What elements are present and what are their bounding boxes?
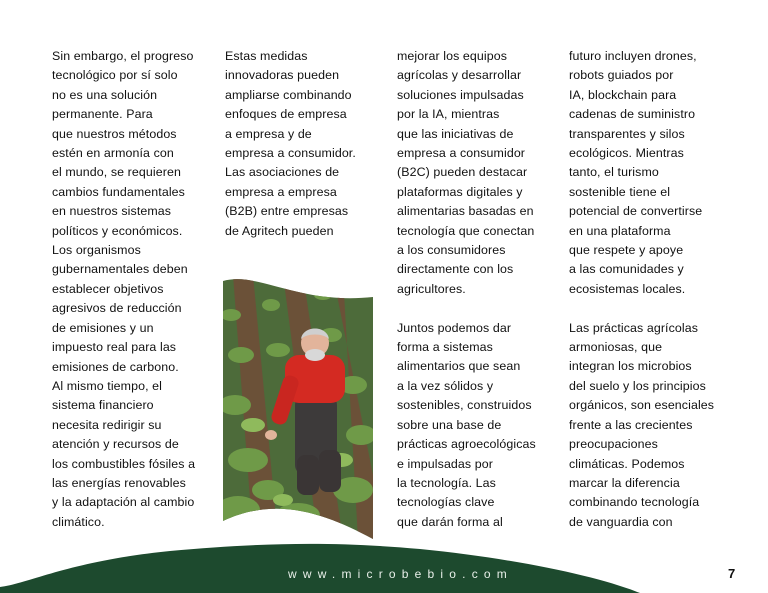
text-line: en una plataforma	[569, 223, 671, 238]
text-line: sostenibles, construidos	[397, 398, 532, 413]
text-line: sistema financiero	[52, 398, 154, 413]
text-line: el mundo, se requieren	[52, 165, 181, 180]
text-line: que respete y apoye	[569, 243, 684, 258]
text-line: la tecnología. Las	[397, 475, 496, 490]
text-line: orgánicos, son esenciales	[569, 398, 715, 413]
text-column-2	[225, 47, 356, 241]
text-line: climáticas. Podemos	[569, 456, 685, 471]
text-line: climático.	[52, 514, 105, 529]
text-line: integran los microbios	[569, 359, 692, 374]
text-line: transparentes y silos	[569, 126, 685, 141]
text-column-4	[569, 47, 714, 532]
text-line: sobre una base de	[397, 417, 502, 432]
text-line: preocupaciones	[569, 437, 658, 452]
text-line: políticos y económicos.	[52, 223, 183, 238]
text-line: alimentarios que sean	[397, 359, 521, 374]
text-line: mejorar los equipos	[397, 49, 508, 63]
text-line: tecnológico por sí solo	[52, 68, 178, 83]
text-line: agresivos de reducción	[52, 301, 182, 316]
text-line: alimentarias basadas en	[397, 204, 534, 219]
text-line: que las iniciativas de	[397, 126, 514, 141]
text-line: de emisiones y un	[52, 320, 154, 335]
text-line	[569, 299, 714, 318]
text-line: a empresa y de	[225, 126, 312, 141]
text-line: Al mismo tiempo, el	[52, 378, 163, 393]
text-line: de vanguardia con	[569, 514, 673, 529]
text-line: establecer objetivos	[52, 281, 164, 296]
page-number: 7	[728, 566, 736, 581]
text-line: (B2C) pueden destacar	[397, 165, 528, 180]
text-line: empresa a consumidor	[397, 146, 526, 161]
text-line: plataformas digitales y	[397, 184, 523, 199]
text-line: futuro incluyen drones,	[569, 49, 697, 63]
text-line: Las prácticas agrícolas	[569, 320, 699, 335]
text-line: emisiones de carbono.	[52, 359, 179, 374]
text-line: cambios fundamentales	[52, 184, 185, 199]
text-line: tecnologías clave	[397, 495, 495, 510]
text-line: Sin embargo, el progreso	[52, 49, 194, 63]
text-line: marcar la diferencia	[569, 475, 680, 490]
text-line: sostenible tiene el	[569, 184, 671, 199]
text-line: ampliarse combinando	[225, 87, 352, 102]
text-line: enfoques de empresa	[225, 107, 347, 122]
text-line: del suelo y los principios	[569, 378, 706, 393]
text-line: a las comunidades y	[569, 262, 684, 277]
text-line: no es una solución	[52, 87, 158, 102]
text-line: Juntos podemos dar	[397, 320, 512, 335]
text-line: a la vez sólidos y	[397, 378, 494, 393]
text-line: combinando tecnología	[569, 495, 700, 510]
farmer-photo	[223, 275, 373, 539]
text-line: empresa a empresa	[225, 184, 337, 199]
text-line: IA, blockchain para	[569, 87, 677, 102]
text-line: atención y recursos de	[52, 437, 179, 452]
text-line: tanto, el turismo	[569, 165, 659, 180]
text-line: y la adaptación al cambio	[52, 495, 195, 510]
text-line: gubernamentales deben	[52, 262, 188, 277]
text-line: potencial de convertirse	[569, 204, 703, 219]
text-line: Las asociaciones de	[225, 165, 340, 180]
text-line: robots guiados por	[569, 68, 674, 83]
text-line: de Agritech pueden	[225, 223, 334, 238]
text-line: agrícolas y desarrollar	[397, 68, 522, 83]
text-line: armoniosas, que	[569, 340, 663, 355]
footer-url: www.microbebio.com	[288, 567, 513, 581]
text-line: empresa a consumidor.	[225, 146, 356, 161]
text-line: en nuestros sistemas	[52, 204, 172, 219]
text-line: por la IA, mientras	[397, 107, 500, 122]
text-line: agricultores.	[397, 281, 466, 296]
text-line	[397, 299, 536, 318]
text-column-1	[52, 47, 195, 532]
text-line: cadenas de suministro	[569, 107, 696, 122]
text-line: prácticas agroecológicas	[397, 437, 536, 452]
text-line: Los organismos	[52, 243, 141, 258]
text-line: que darán forma al	[397, 514, 503, 529]
text-line: estén en armonía con	[52, 146, 174, 161]
text-line: forma a sistemas	[397, 340, 493, 355]
text-line: directamente con los	[397, 262, 514, 277]
text-line: las energías renovables	[52, 475, 186, 490]
text-line: frente a las crecientes	[569, 417, 693, 432]
text-line: soluciones impulsadas	[397, 87, 524, 102]
text-line: Estas medidas	[225, 49, 308, 63]
text-column-3	[397, 47, 536, 532]
text-line: ecosistemas locales.	[569, 281, 686, 296]
text-line: que nuestros métodos	[52, 126, 177, 141]
text-line: (B2B) entre empresas	[225, 204, 349, 219]
text-line: permanente. Para	[52, 107, 153, 122]
text-line: los combustibles fósiles a	[52, 456, 196, 471]
text-line: ecológicos. Mientras	[569, 146, 684, 161]
text-line: innovadoras pueden	[225, 68, 340, 83]
text-line: impuesto real para las	[52, 340, 177, 355]
text-line: necesita redirigir su	[52, 417, 162, 432]
text-line: tecnología que conectan	[397, 223, 535, 238]
text-line: a los consumidores	[397, 243, 506, 258]
text-line: e impulsadas por	[397, 456, 493, 471]
